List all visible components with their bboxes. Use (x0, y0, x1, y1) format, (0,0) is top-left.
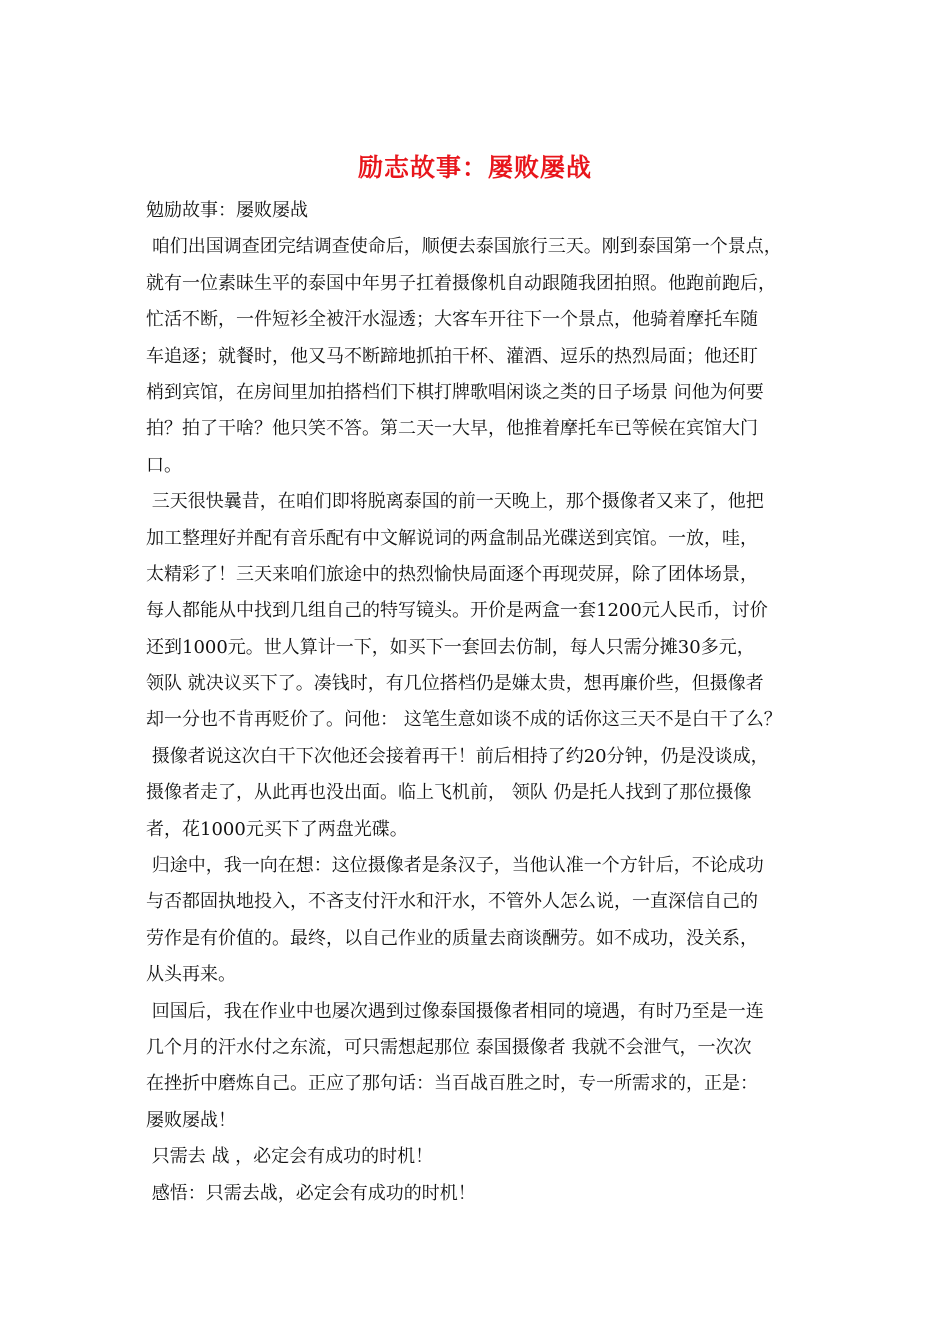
body-line: 还到1000元。世人算计一下，如买下一套回去仿制，每人只需分摊30多元， (146, 636, 755, 658)
body-line: 几个月的汗水付之东流，可只需想起那位 泰国摄像者 我就不会泄气，一次次 (146, 1036, 752, 1058)
body-line: 与否都固执地投入，不吝支付汗水和汗水，不管外人怎么说，一直深信自己的 (146, 891, 758, 913)
body-line: 三天很快曩昔，在咱们即将脱离泰国的前一天晚上，那个摄像者又来了，他把 (146, 491, 764, 513)
body-line: 者，花1000元买下了两盘光碟。 (146, 818, 408, 840)
body-line: 每人都能从中找到几组自己的特写镜头。开价是两盒一套1200元人民币，讨价 (146, 600, 768, 622)
body-line: 摄像者走了，从此再也没出面。临上飞机前， 领队 仍是托人找到了那位摄像 (146, 782, 752, 804)
body-line: 车追逐；就餐时，他又马不断蹄地抓拍干杯、灌酒、逗乐的热烈局面；他还盯 (146, 345, 758, 367)
body-line: 勉励故事：屡败屡战 (146, 200, 308, 221)
body-line: 屡败屡战！ (146, 1109, 236, 1131)
body-line: 梢到宾馆，在房间里加拍搭档们下棋打牌歌唱闲谈之类的日子场景 问他为何要 (146, 381, 764, 403)
body-line: 只需去 战 ，必定会有成功的时机！ (146, 1146, 434, 1168)
body-line: 归途中，我一向在想：这位摄像者是条汉子，当他认准一个方针后，不论成功 (146, 855, 764, 877)
body-line: 感悟：只需去战，必定会有成功的时机！ (146, 1182, 476, 1204)
body-line: 从头再来。 (146, 964, 236, 986)
body-line: 回国后，我在作业中也屡次遇到过像泰国摄像者相同的境遇，有时乃至是一连 (146, 1000, 764, 1022)
body-line: 劳作是有价值的。最终，以自己作业的质量去商谈酬劳。如不成功，没关系， (146, 927, 758, 949)
document-title: 励志故事：屡败屡战 (357, 153, 592, 182)
body-line: 领队 就决议买下了。凑钱时，有几位搭档仍是嫌太贵，想再廉价些，但摄像者 (146, 673, 764, 695)
body-line: 摄像者说这次白干下次他还会接着再干！前后相持了约20分钟，仍是没谈成， (146, 745, 769, 767)
body-line: 忙活不断，一件短衫全被汗水湿透；大客车开往下一个景点，他骑着摩托车随 (146, 309, 758, 331)
body-line: 就有一位素昧生平的泰国中年男子扛着摄像机自动跟随我团拍照。他跑前跑后， (146, 272, 776, 294)
body-line: 却一分也不肯再贬价了。问他： 这笔生意如谈不成的话你这三天不是白干了么？ (146, 709, 782, 731)
body-line: 太精彩了！三天来咱们旅途中的热烈愉快局面逐个再现荧屏，除了团体场景， (146, 563, 758, 585)
document-body (146, 193, 846, 1212)
body-line: 咱们出国调查团完结调查使命后，顺便去泰国旅行三天。刚到泰国第一个景点， (146, 236, 782, 258)
body-line: 在挫折中磨炼自己。正应了那句话：当百战百胜之时，专一所需求的，正是： (146, 1073, 758, 1095)
body-line: 拍？拍了干啥？他只笑不答。第二天一大早，他推着摩托车已等候在宾馆大门 (146, 418, 758, 440)
body-line: 口。 (146, 454, 182, 476)
body-line: 加工整理好并配有音乐配有中文解说词的两盒制品光碟送到宾馆。一放，哇， (146, 527, 758, 549)
